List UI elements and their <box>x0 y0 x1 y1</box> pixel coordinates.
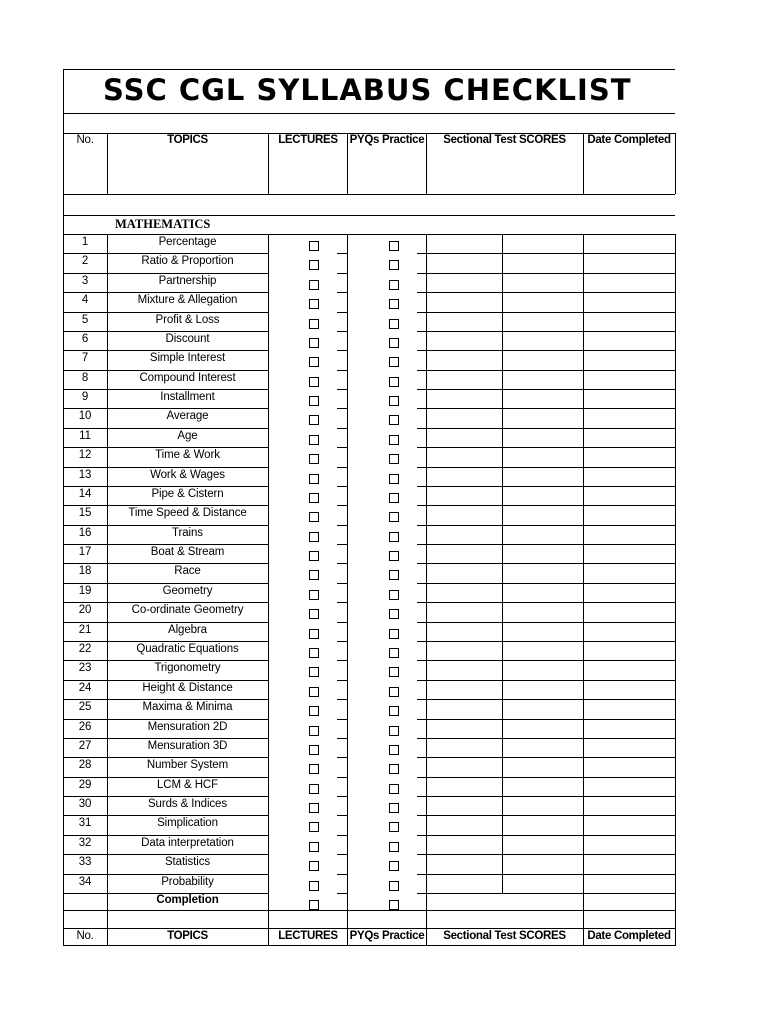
footer-date: Date Completed <box>587 930 671 942</box>
grid-hline <box>63 854 268 855</box>
topic-number: 32 <box>78 836 92 849</box>
grid-hline <box>417 583 675 584</box>
topic-number: 2 <box>81 255 89 268</box>
grid-hline <box>63 719 268 720</box>
pyqs-checkbox[interactable] <box>389 280 399 290</box>
pyqs-checkbox[interactable] <box>389 784 399 794</box>
grid-hline <box>337 583 347 584</box>
grid-hline <box>417 447 675 448</box>
topic-number: 6 <box>81 332 89 345</box>
topic-name: Profit & Loss <box>155 313 220 326</box>
grid-hline <box>417 486 675 487</box>
footer-pyqs: PYQs Practice <box>349 930 425 942</box>
grid-hline <box>63 428 268 429</box>
footer-lectures: LECTURES <box>278 930 338 942</box>
grid-hline <box>417 408 675 409</box>
grid-hline <box>337 467 347 468</box>
grid-vline <box>107 133 108 194</box>
pyqs-checkbox[interactable] <box>389 648 399 658</box>
grid-hline <box>63 253 268 254</box>
topic-name: Work & Wages <box>150 468 225 481</box>
lectures-checkbox[interactable] <box>309 415 319 425</box>
grid-hline <box>337 312 347 313</box>
pyqs-checkbox[interactable] <box>389 512 399 522</box>
pyqs-checkbox[interactable] <box>389 377 399 387</box>
topic-name: Time & Work <box>155 449 220 462</box>
grid-hline <box>337 447 347 448</box>
topic-name: Compound Interest <box>139 371 236 384</box>
pyqs-checkbox[interactable] <box>389 532 399 542</box>
grid-vline <box>347 133 348 194</box>
grid-hline <box>63 505 268 506</box>
topic-number: 15 <box>78 507 92 520</box>
grid-hline <box>337 428 347 429</box>
lectures-checkbox[interactable] <box>309 512 319 522</box>
lectures-checkbox[interactable] <box>309 493 319 503</box>
topic-number: 1 <box>81 236 89 248</box>
grid-hline <box>63 447 268 448</box>
lectures-checkbox[interactable] <box>309 357 319 367</box>
lectures-checkbox[interactable] <box>309 551 319 561</box>
grid-hline <box>337 370 347 371</box>
grid-hline <box>417 835 675 836</box>
lectures-checkbox[interactable] <box>309 299 319 309</box>
pyqs-checkbox[interactable] <box>389 299 399 309</box>
grid-hline <box>63 544 268 545</box>
header-no: No. <box>76 134 94 146</box>
topic-number: 24 <box>78 681 92 694</box>
grid-vline <box>583 234 584 928</box>
topic-name: Partnership <box>158 274 217 287</box>
header-topics: TOPICS <box>167 134 208 146</box>
grid-hline <box>417 622 675 623</box>
grid-hline <box>337 796 347 797</box>
footer-sectional: Sectional Test SCORES <box>443 930 566 942</box>
pyqs-checkbox[interactable] <box>389 842 399 852</box>
lectures-checkbox[interactable] <box>309 764 319 774</box>
grid-hline <box>337 719 347 720</box>
grid-hline <box>63 215 675 216</box>
grid-vline <box>107 928 108 946</box>
grid-vline <box>675 928 676 946</box>
topic-name: Average <box>166 410 209 423</box>
lectures-checkbox[interactable] <box>309 280 319 290</box>
grid-hline <box>63 69 675 70</box>
topic-name: Number System <box>146 759 229 772</box>
grid-vline <box>426 234 427 928</box>
topic-number: 12 <box>78 449 92 462</box>
grid-hline <box>63 113 675 114</box>
topic-number: 34 <box>78 875 92 888</box>
pyqs-checkbox[interactable] <box>389 590 399 600</box>
topic-name: Installment <box>160 391 215 404</box>
grid-vline <box>63 69 64 946</box>
topic-number: 33 <box>78 856 92 869</box>
lectures-checkbox[interactable] <box>309 667 319 677</box>
grid-hline <box>337 389 347 390</box>
pyqs-checkbox[interactable] <box>389 241 399 251</box>
topic-number: 3 <box>81 274 89 287</box>
grid-hline <box>63 273 268 274</box>
lectures-checkbox[interactable] <box>309 260 319 270</box>
grid-hline <box>337 893 347 894</box>
header-pyqs: PYQs Practice <box>349 134 425 146</box>
grid-hline <box>337 757 347 758</box>
grid-vline <box>426 928 427 946</box>
grid-hline <box>337 874 347 875</box>
topic-number: 22 <box>78 642 92 655</box>
grid-hline <box>63 370 268 371</box>
topic-name: Statistics <box>164 856 210 869</box>
grid-hline <box>337 699 347 700</box>
grid-hline <box>63 331 268 332</box>
grid-vline <box>675 234 676 928</box>
grid-hline <box>417 777 675 778</box>
topic-name: Boat & Stream <box>150 546 225 559</box>
topic-name: Simple Interest <box>149 352 226 365</box>
topic-number: 31 <box>78 817 92 830</box>
lectures-checkbox[interactable] <box>309 435 319 445</box>
topic-name: Maxima & Minima <box>142 701 233 714</box>
grid-hline <box>417 273 675 274</box>
lectures-checkbox[interactable] <box>309 745 319 755</box>
grid-hline <box>337 835 347 836</box>
lectures-checkbox[interactable] <box>309 803 319 813</box>
grid-hline <box>63 602 268 603</box>
topic-number: 20 <box>78 604 92 617</box>
grid-hline <box>417 467 675 468</box>
grid-hline <box>417 428 675 429</box>
grid-hline <box>63 641 268 642</box>
grid-hline <box>63 350 268 351</box>
lectures-checkbox[interactable] <box>309 609 319 619</box>
grid-hline <box>337 854 347 855</box>
topic-number: 4 <box>81 294 89 307</box>
footer-topics: TOPICS <box>167 930 208 942</box>
topic-name: Percentage <box>158 236 217 248</box>
lectures-checkbox[interactable] <box>309 881 319 891</box>
topic-number: 18 <box>78 565 92 578</box>
lectures-checkbox[interactable] <box>309 629 319 639</box>
topic-number: 19 <box>78 584 92 597</box>
topic-name: Probability <box>161 875 214 888</box>
grid-hline <box>417 757 675 758</box>
grid-hline <box>417 815 675 816</box>
lectures-checkbox[interactable] <box>309 706 319 716</box>
topic-number: 13 <box>78 468 92 481</box>
grid-hline <box>337 563 347 564</box>
grid-hline <box>417 525 675 526</box>
grid-hline <box>63 738 268 739</box>
grid-hline <box>417 389 675 390</box>
pyqs-checkbox[interactable] <box>389 474 399 484</box>
grid-vline <box>426 133 427 194</box>
pyqs-checkbox[interactable] <box>389 745 399 755</box>
topic-name: Age <box>177 429 198 442</box>
pyqs-checkbox[interactable] <box>389 861 399 871</box>
grid-hline <box>63 583 268 584</box>
pyqs-checkbox[interactable] <box>389 667 399 677</box>
lectures-checkbox[interactable] <box>309 454 319 464</box>
grid-hline <box>337 777 347 778</box>
grid-hline <box>337 660 347 661</box>
topic-name: Pipe & Cistern <box>151 487 224 500</box>
grid-hline <box>337 622 347 623</box>
topic-number: 8 <box>81 371 89 384</box>
pyqs-checkbox[interactable] <box>389 260 399 270</box>
topic-name: Mensuration 3D <box>147 739 228 752</box>
grid-hline <box>417 253 675 254</box>
grid-hline <box>63 467 268 468</box>
topic-name: Height & Distance <box>142 681 233 694</box>
grid-hline <box>63 389 268 390</box>
lectures-checkbox[interactable] <box>309 842 319 852</box>
lectures-checkbox[interactable] <box>309 648 319 658</box>
grid-hline <box>337 292 347 293</box>
pyqs-checkbox[interactable] <box>389 803 399 813</box>
grid-hline <box>417 796 675 797</box>
pyqs-checkbox[interactable] <box>389 706 399 716</box>
grid-hline <box>337 602 347 603</box>
grid-hline <box>63 312 268 313</box>
topic-number: 5 <box>81 313 89 326</box>
topic-name: Data interpretation <box>141 836 234 849</box>
section-mathematics: MATHEMATICS <box>115 217 211 231</box>
completion-lectures-checkbox[interactable] <box>309 900 319 910</box>
grid-hline <box>337 331 347 332</box>
grid-vline <box>268 234 269 928</box>
grid-hline <box>417 370 675 371</box>
grid-hline <box>63 874 268 875</box>
grid-hline <box>417 331 675 332</box>
topic-name: Mixture & Allegation <box>137 294 238 307</box>
topic-number: 10 <box>78 410 92 423</box>
grid-hline <box>417 660 675 661</box>
topic-number: 17 <box>78 546 92 559</box>
completion-pyqs-checkbox[interactable] <box>389 900 399 910</box>
header-sectional: Sectional Test SCORES <box>443 134 566 146</box>
grid-hline <box>417 602 675 603</box>
grid-hline <box>417 874 675 875</box>
grid-hline <box>337 738 347 739</box>
grid-hline <box>417 699 675 700</box>
lectures-checkbox[interactable] <box>309 338 319 348</box>
topic-number: 21 <box>78 623 92 636</box>
grid-hline <box>337 253 347 254</box>
grid-hline <box>417 312 675 313</box>
grid-hline <box>63 680 268 681</box>
lectures-checkbox[interactable] <box>309 590 319 600</box>
grid-hline <box>337 544 347 545</box>
page-title: SSC CGL SYLLABUS CHECKLIST <box>103 73 632 107</box>
pyqs-checkbox[interactable] <box>389 687 399 697</box>
pyqs-checkbox[interactable] <box>389 454 399 464</box>
lectures-checkbox[interactable] <box>309 570 319 580</box>
topic-name: Ratio & Proportion <box>141 255 234 268</box>
lectures-checkbox[interactable] <box>309 474 319 484</box>
grid-hline <box>63 893 268 894</box>
grid-hline <box>417 544 675 545</box>
pyqs-checkbox[interactable] <box>389 435 399 445</box>
header-lectures: LECTURES <box>278 134 338 146</box>
grid-hline <box>417 893 675 894</box>
topic-number: 11 <box>79 429 91 442</box>
grid-vline <box>583 133 584 194</box>
pyqs-checkbox[interactable] <box>389 338 399 348</box>
grid-hline <box>417 641 675 642</box>
topic-number: 16 <box>78 526 92 539</box>
pyqs-checkbox[interactable] <box>389 396 399 406</box>
grid-hline <box>337 815 347 816</box>
topic-name: LCM & HCF <box>156 778 219 791</box>
grid-hline <box>63 194 675 195</box>
grid-hline <box>417 350 675 351</box>
grid-vline <box>347 928 348 946</box>
pyqs-checkbox[interactable] <box>389 609 399 619</box>
topic-number: 30 <box>78 798 92 811</box>
topic-name: Quadratic Equations <box>136 642 239 655</box>
grid-hline <box>63 835 268 836</box>
grid-hline <box>63 777 268 778</box>
pyqs-checkbox[interactable] <box>389 764 399 774</box>
pyqs-checkbox[interactable] <box>389 881 399 891</box>
lectures-checkbox[interactable] <box>309 532 319 542</box>
lectures-checkbox[interactable] <box>309 687 319 697</box>
grid-vline <box>107 234 108 928</box>
grid-hline <box>63 622 268 623</box>
topic-name: Race <box>174 565 201 578</box>
grid-hline <box>337 680 347 681</box>
grid-hline <box>63 408 268 409</box>
lectures-checkbox[interactable] <box>309 396 319 406</box>
grid-hline <box>337 350 347 351</box>
topic-name: Geometry <box>162 584 213 597</box>
grid-hline <box>337 641 347 642</box>
topic-number: 25 <box>78 701 92 714</box>
pyqs-checkbox[interactable] <box>389 822 399 832</box>
topic-name: Trains <box>172 526 203 539</box>
grid-hline <box>63 525 268 526</box>
header-date: Date Completed <box>587 134 671 146</box>
topic-name: Trigonometry <box>154 662 221 675</box>
topic-number: 29 <box>78 778 92 791</box>
grid-hline <box>417 719 675 720</box>
grid-hline <box>337 408 347 409</box>
topic-name: Mensuration 2D <box>147 720 228 733</box>
grid-hline <box>63 757 268 758</box>
grid-hline <box>417 854 675 855</box>
topic-number: 27 <box>78 739 92 752</box>
grid-hline <box>337 273 347 274</box>
grid-hline <box>63 699 268 700</box>
grid-vline <box>268 928 269 946</box>
lectures-checkbox[interactable] <box>309 319 319 329</box>
grid-hline <box>63 660 268 661</box>
lectures-checkbox[interactable] <box>309 822 319 832</box>
topic-name: Discount <box>165 332 210 345</box>
topic-number: 23 <box>78 662 92 675</box>
pyqs-checkbox[interactable] <box>389 551 399 561</box>
grid-hline <box>417 563 675 564</box>
completion-label: Completion <box>156 894 219 906</box>
topic-number: 7 <box>81 352 89 365</box>
pyqs-checkbox[interactable] <box>389 726 399 736</box>
grid-hline <box>63 796 268 797</box>
grid-hline <box>337 505 347 506</box>
grid-hline <box>417 292 675 293</box>
topic-name: Simplication <box>157 817 218 830</box>
grid-hline <box>337 486 347 487</box>
topic-number: 9 <box>81 391 89 404</box>
pyqs-checkbox[interactable] <box>389 570 399 580</box>
grid-hline <box>417 738 675 739</box>
lectures-checkbox[interactable] <box>309 726 319 736</box>
topic-name: Co-ordinate Geometry <box>131 604 244 617</box>
grid-hline <box>63 292 268 293</box>
topic-number: 26 <box>78 720 92 733</box>
topic-number: 14 <box>78 487 92 500</box>
pyqs-checkbox[interactable] <box>389 629 399 639</box>
pyqs-checkbox[interactable] <box>389 415 399 425</box>
grid-vline <box>268 133 269 194</box>
topic-number: 28 <box>78 759 92 772</box>
pyqs-checkbox[interactable] <box>389 493 399 503</box>
topic-name: Time Speed & Distance <box>128 507 247 520</box>
grid-vline <box>583 928 584 946</box>
grid-hline <box>63 815 268 816</box>
footer-no: No. <box>76 930 94 942</box>
grid-hline <box>337 525 347 526</box>
grid-hline <box>417 680 675 681</box>
grid-hline <box>63 486 268 487</box>
pyqs-checkbox[interactable] <box>389 319 399 329</box>
topic-name: Algebra <box>168 623 207 636</box>
grid-hline <box>417 505 675 506</box>
lectures-checkbox[interactable] <box>309 861 319 871</box>
pyqs-checkbox[interactable] <box>389 357 399 367</box>
grid-hline <box>63 563 268 564</box>
topic-name: Surds & Indices <box>147 798 228 811</box>
lectures-checkbox[interactable] <box>309 784 319 794</box>
lectures-checkbox[interactable] <box>309 377 319 387</box>
grid-vline <box>502 234 503 894</box>
grid-vline <box>347 234 348 928</box>
grid-vline <box>675 133 676 194</box>
lectures-checkbox[interactable] <box>309 241 319 251</box>
